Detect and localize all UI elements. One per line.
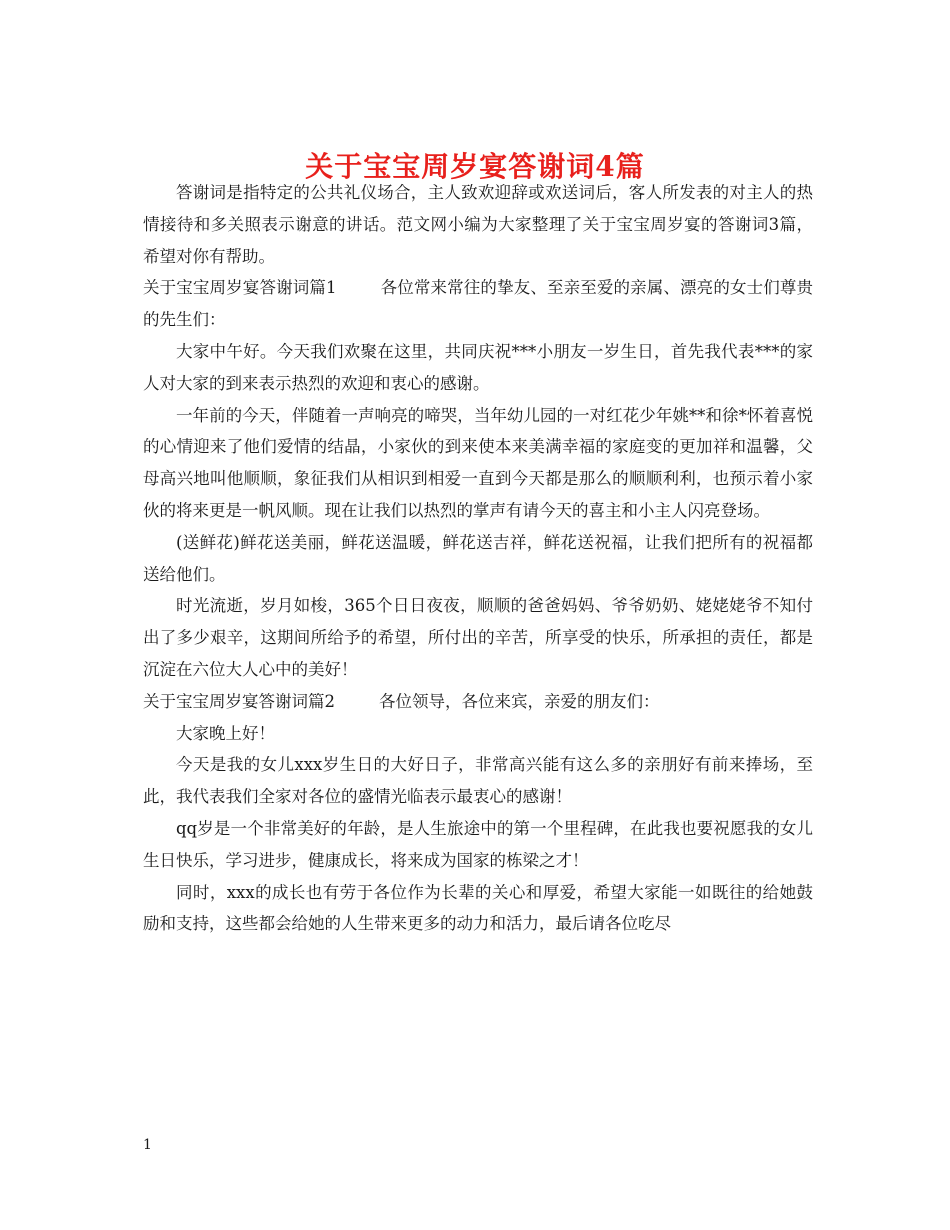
section-1-paragraph-4: 时光流逝，岁月如梭，365个日日夜夜，顺顺的爸爸妈妈、爷爷奶奶、姥姥姥爷不知付出了多少艰辛，这期间所给予的希望，所付出的辛苦，所享受的快乐，所承担的责任，都是沉淀在六位大人心中的美好！ [143,596,813,679]
section-2-salutation: 各位领导，各位来宾，亲爱的朋友们： [379,691,660,711]
section-2-paragraph-3: qq岁是一个非常美好的年龄，是人生旅途中的第一个里程碑，在此我也要祝愿我的女儿生日快乐，学习进步，健康成长，将来成为国家的栋梁之才！ [143,818,813,870]
document-title: 关于宝宝周岁宴答谢词4篇 [305,149,645,183]
section-1-heading: 关于宝宝周岁宴答谢词篇1 [143,278,337,298]
section-2-heading: 关于宝宝周岁宴答谢词篇2 [143,691,335,711]
section-2-paragraph-1: 大家晚上好！ [176,723,275,743]
section-2-paragraph-2: 今天是我的女儿xxx岁生日的大好日子，非常高兴能有这么多的亲朋好有前来捧场，至此，我代表我们全家对各位的盛情光临表示最衷心的感谢！ [143,755,813,807]
page-number: 1 [143,1137,152,1153]
section-1-paragraph-1: 大家中午好。今天我们欢聚在这里，共同庆祝***小朋友一岁生日，首先我代表***的家人对大家的到来表示热烈的欢迎和衷心的感谢。 [143,341,813,393]
intro-paragraph: 答谢词是指特定的公共礼仪场合，主人致欢迎辞或欢送词后，客人所发表的对主人的热情接待和多关照表示谢意的讲话。范文网小编为大家整理了关于宝宝周岁宴的答谢词3篇，希望对你有帮助。 [143,183,813,266]
section-2-paragraph-4: 同时，xxx的成长也有劳于各位作为长辈的关心和厚爱，希望大家能一如既往的给她鼓励和支持，这些都会给她的人生带来更多的动力和活力，最后请各位吃尽 [143,882,813,934]
document-body [143,177,813,940]
section-1-heading-line [143,272,813,336]
section-2-heading-line [143,686,813,718]
section-1-salutation: 各位常来常往的挚友、至亲至爱的亲属、漂亮的女士们尊贵的先生们： [143,278,813,330]
section-1-paragraph-3: (送鲜花)鲜花送美丽，鲜花送温暖，鲜花送吉祥，鲜花送祝福，让我们把所有的祝福都送给他们。 [143,532,813,584]
section-1-paragraph-2: 一年前的今天，伴随着一声响亮的啼哭，当年幼儿园的一对红花少年姚**和徐*怀着喜悦的心情迎来了他们爱情的结晶，小家伙的到来使本来美满幸福的家庭变的更加祥和温馨，父母高兴地叫他顺顺，象征我们从相识到相爱一直到今天都是那么的顺顺利利，也预示着小家伙的将来更是一帆风顺。现在让我们以热烈的掌声有请今天的喜主和小主人闪亮登场。 [143,405,814,520]
